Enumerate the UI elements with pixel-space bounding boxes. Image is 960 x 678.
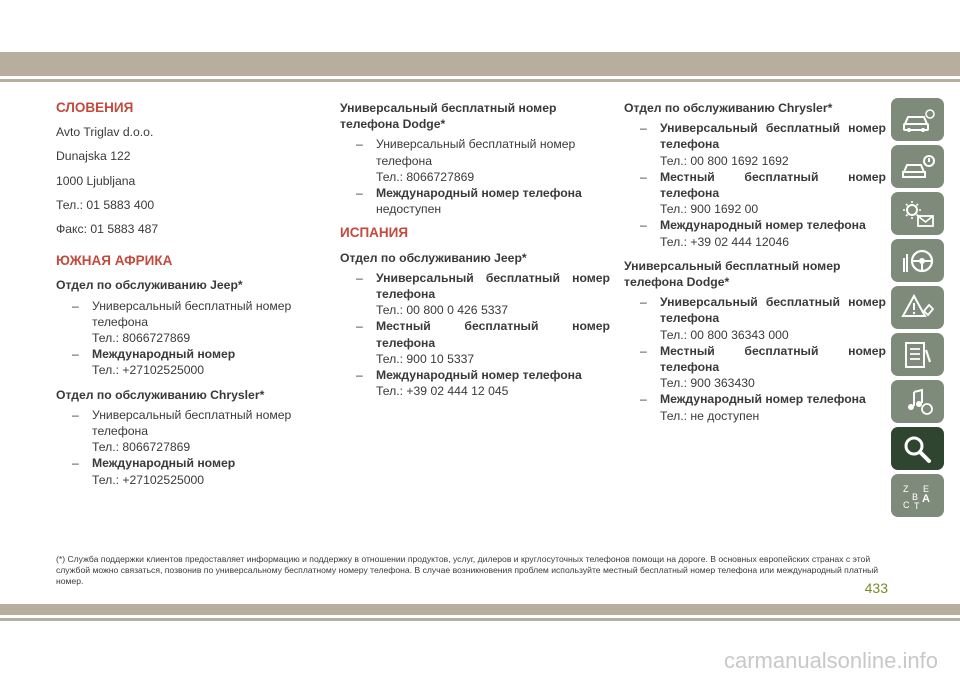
item-value: Тел.: +27102525000 — [92, 363, 205, 378]
list-item — [356, 136, 610, 185]
dash: – — [640, 392, 647, 407]
list-item — [356, 185, 610, 217]
item-value: недоступен — [376, 202, 442, 217]
steering-wheel-icon — [900, 246, 936, 276]
dash: – — [640, 343, 647, 358]
item-label: Универсальный бесплатный номер телефона — [660, 121, 886, 152]
bottom-rule — [0, 618, 960, 621]
item-value: Тел.: не доступен — [660, 408, 760, 423]
item-label: Местный бесплатный номер телефона — [660, 343, 886, 375]
footnote: (*) Служба поддержки клиентов предоставляет информацию и поддержку в отношении продуктов, услуг, дилеров и круглосуточных телефонов помощи на дороге. В основных европейских странах с этой службой можно связаться, позвонив по универсальному бесплатному номеру телефона. В случае возникновения проблем используйте местный бесплатный номер телефона или международный платный номер. — [56, 554, 879, 586]
item-label: Международный номер телефона — [660, 392, 866, 407]
list-item — [640, 217, 886, 249]
top-rule — [0, 79, 960, 82]
item-label: Местный бесплатный номер телефона — [376, 319, 610, 350]
dash: – — [356, 137, 363, 152]
item-label: Универсальный бесплатный номер телефона — [376, 137, 576, 168]
item-value: Тел.: 8066727869 — [92, 440, 191, 455]
item-label: Универсальный бесплатный номер телефона — [660, 295, 886, 326]
search-index-icon — [900, 434, 936, 464]
item-value: Тел.: 900 1692 00 — [660, 202, 759, 217]
list-item — [72, 455, 326, 487]
media-settings-icon — [900, 387, 936, 417]
dash: – — [72, 298, 79, 313]
heading-spain: ИСПАНИЯ — [340, 225, 409, 241]
tab-search-index[interactable] — [891, 427, 944, 470]
item-value: Тел.: +39 02 444 12046 — [660, 234, 790, 249]
svg-text:E: E — [922, 483, 929, 494]
subheading-dodge-universal: Универсальный бесплатный номер телефона Dodge* — [340, 101, 557, 132]
tab-lights-messages[interactable] — [891, 192, 944, 235]
item-label: Международный номер телефона — [376, 186, 582, 201]
tab-steering[interactable] — [891, 239, 944, 282]
item-label: Универсальный бесплатный номер телефона — [92, 407, 292, 439]
tab-warning-lights[interactable] — [891, 145, 944, 188]
list-item — [72, 298, 326, 347]
dash: – — [72, 456, 79, 471]
item-value: Тел.: 8066727869 — [376, 169, 475, 184]
column-2 — [340, 100, 610, 399]
car-info-icon — [900, 105, 936, 135]
list-item — [640, 391, 886, 423]
item-value: Тел.: 00 800 36343 000 — [660, 327, 789, 342]
item-value: Тел.: +39 02 444 12 045 — [376, 384, 509, 399]
item-value: Тел.: 900 363430 — [660, 376, 755, 391]
slovenia-line: Avto Triglav d.o.o. — [56, 125, 154, 140]
tab-alphabet-index[interactable] — [891, 474, 944, 517]
dash: – — [72, 407, 79, 422]
tab-hazard[interactable] — [891, 286, 944, 329]
subheading-chrysler-service: Отдел по обслуживанию Chrysler* — [624, 101, 833, 115]
item-label: Международный номер — [92, 456, 236, 471]
list-item — [640, 120, 886, 169]
item-value: Тел.: 900 10 5337 — [376, 351, 475, 366]
list-item — [72, 346, 326, 378]
item-value: Тел.: 8066727869 — [92, 331, 191, 346]
slovenia-line: Факс: 01 5883 487 — [56, 222, 159, 237]
svg-text:Z: Z — [902, 483, 908, 494]
item-value: Тел.: 00 800 1692 1692 — [660, 153, 789, 168]
dash: – — [640, 121, 647, 136]
svg-text:C: C — [902, 499, 909, 510]
item-label: Универсальный бесплатный номер телефона — [92, 298, 292, 329]
column-3 — [624, 100, 886, 424]
dash: – — [356, 319, 363, 334]
tab-maintenance[interactable] — [891, 333, 944, 376]
item-label: Универсальный бесплатный номер телефона — [376, 270, 610, 302]
item-label: Международный номер телефона — [376, 368, 582, 383]
dash: – — [640, 169, 647, 184]
hazard-triangle-icon — [900, 293, 936, 323]
tab-car-info[interactable] — [891, 98, 944, 141]
item-label: Международный номер — [92, 347, 236, 362]
dash: – — [640, 218, 647, 233]
alphabet-index-icon — [900, 481, 936, 511]
subheading-dodge-universal: Универсальный бесплатный номер телефона Dodge* — [624, 258, 841, 290]
subheading-jeep-service: Отдел по обслуживанию Jeep* — [56, 278, 243, 293]
dash: – — [72, 347, 79, 362]
top-band — [0, 52, 960, 76]
item-label: Местный бесплатный номер телефона — [660, 169, 886, 201]
list-item — [356, 367, 610, 399]
warning-light-icon — [900, 152, 936, 182]
column-1 — [56, 100, 326, 488]
list-item — [72, 407, 326, 456]
page-number: 433 — [864, 580, 888, 596]
checklist-icon — [900, 340, 936, 370]
svg-text:B: B — [911, 491, 918, 502]
item-label: Международный номер телефона — [660, 218, 866, 233]
watermark: carmanualsonline.info — [723, 648, 938, 673]
chapter-tabs — [891, 98, 944, 521]
dash: – — [356, 270, 363, 285]
slovenia-line: 1000 Ljubljana — [56, 173, 136, 188]
list-item — [356, 270, 610, 319]
list-item — [356, 318, 610, 367]
list-item — [640, 294, 886, 343]
dash: – — [356, 368, 363, 383]
subheading-chrysler-service: Отдел по обслуживанию Chrysler* — [56, 387, 265, 402]
item-value: Тел.: 00 800 0 426 5337 — [376, 303, 509, 318]
svg-text:T: T — [913, 500, 919, 511]
svg-text:A: A — [921, 492, 930, 505]
subheading-jeep-service: Отдел по обслуживанию Jeep* — [340, 250, 527, 265]
list-item — [640, 343, 886, 392]
heading-south-africa: ЮЖНАЯ АФРИКА — [56, 253, 173, 269]
bottom-band — [0, 604, 960, 615]
dash: – — [640, 295, 647, 310]
dash: – — [356, 186, 363, 201]
tab-multimedia[interactable] — [891, 380, 944, 423]
lights-message-icon — [900, 199, 936, 229]
heading-slovenia: СЛОВЕНИЯ — [56, 100, 134, 115]
slovenia-line: Тел.: 01 5883 400 — [56, 197, 155, 212]
list-item — [640, 169, 886, 218]
slovenia-line: Dunajska 122 — [56, 149, 131, 164]
item-value: Тел.: +27102525000 — [92, 472, 205, 487]
